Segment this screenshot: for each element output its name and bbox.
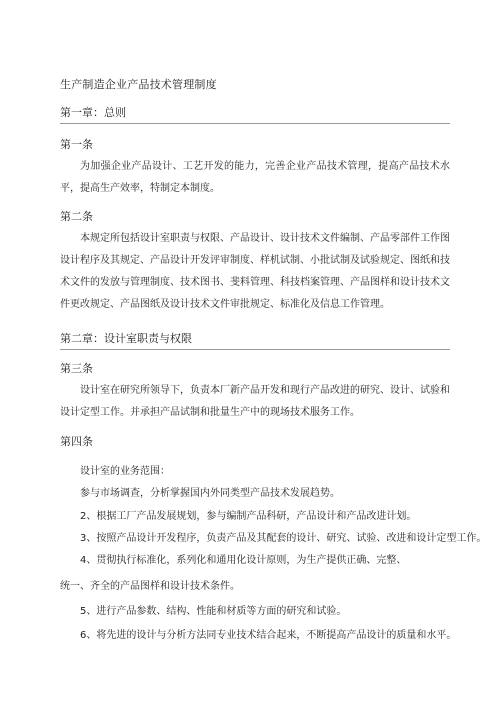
article-4-heading: 第四条	[60, 435, 93, 448]
article-4-scope-label: 设计室的业务范围：	[80, 466, 170, 477]
chapter-2-heading: 第二章：设计室职责与权限	[60, 330, 450, 350]
article-4-item: 6、将先进的设计与分析方法同专业技术结合起来，不断提高产品设计的质量和水平。	[80, 630, 457, 641]
document-title: 生产制造企业产品技术管理制度	[60, 78, 217, 91]
article-4-item: 3、按照产品设计开发程序，负责产品及其配套的设计、研究、试验、改进和设计定型工作。	[80, 533, 487, 544]
article-1-heading: 第一条	[60, 138, 93, 151]
article-4-item: 统一、齐全的产品图样和设计技术条件。	[60, 581, 240, 592]
article-2-text: 本规定所包括设计室职责与权限、产品设计、设计技术文件编制、产品零部件工作图设计程序及其规定、产品设计开发评审制度、样机试制、小批试制及试验规定、图纸和技术文件的发放与管理制度、技术图书、斐料管理、科技档案管理、产品图样和设计技术文件更改规定、产品图纸及设计技术文件审批规定、标准化及信息工作管理。	[60, 233, 450, 310]
article-4-item: 5、进行产品参数、结构、性能和材质等方面的研究和试验。	[80, 606, 347, 617]
article-4-item: 2、根据工厂产品发展规划，参与编制产品科研，产品设计和产品改进计划。	[80, 511, 417, 522]
article-1-text: 为加强企业产品设计、工艺开发的能力，完善企业产品技术管理，提高产品技术水平，提高生产效率，特制定本制度。	[60, 161, 450, 194]
article-4-item: 4、贯彻执行标准化，系列化和通用化设计原则，为生产提供正确、完整、	[80, 555, 407, 566]
chapter-1-heading: 第一章：总则	[60, 104, 450, 124]
article-3-text: 设计室在研究所领导下，负责本厂新产品开发和现行产品改进的研究、设计、试验和设计定型工作。并承担产品试制和批量生产中的现场技术服务工作。	[60, 385, 450, 418]
article-4-item: 参与市场调查，分析掌握国内外同类型产品技术发展趋势。	[80, 488, 340, 499]
article-3-heading: 第三条	[60, 362, 93, 375]
article-2-heading: 第二条	[60, 210, 93, 223]
